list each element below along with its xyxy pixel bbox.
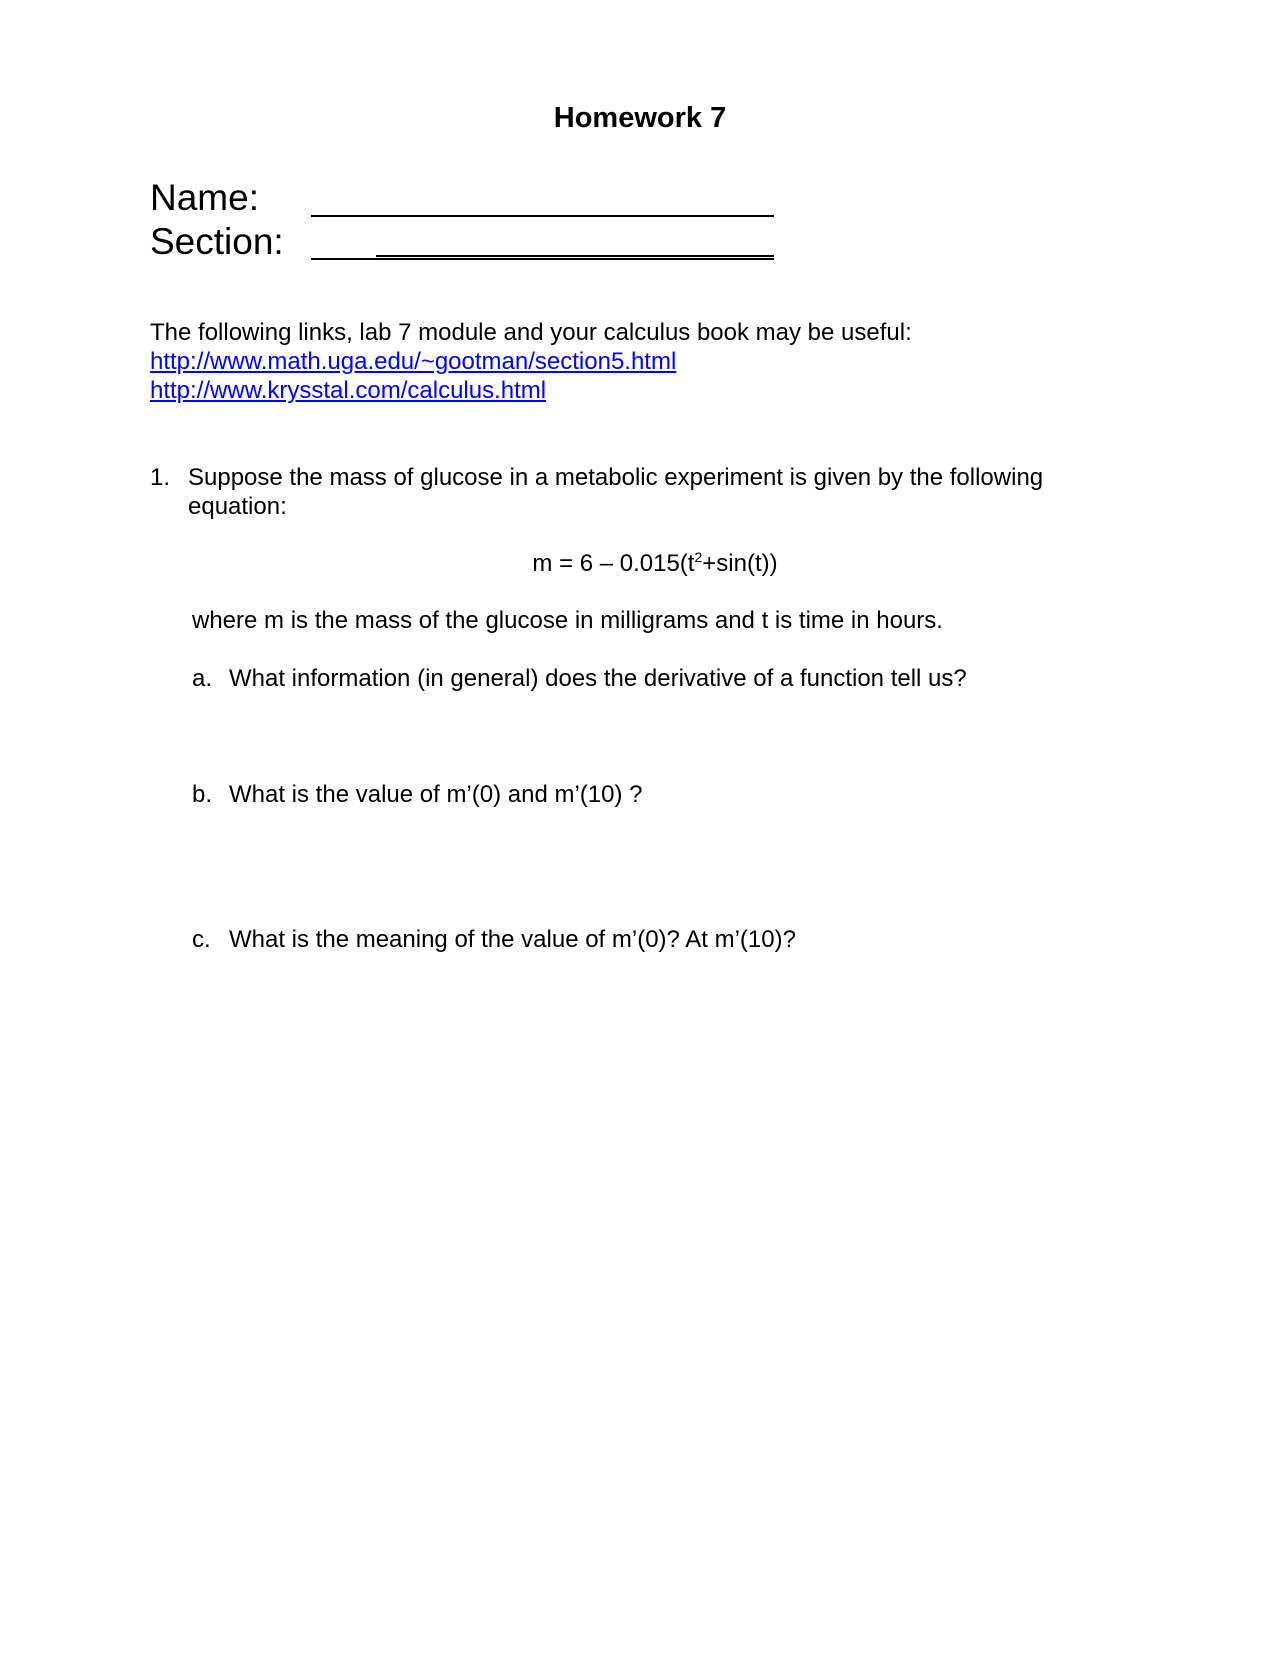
link-gootman-section5[interactable]: http://www.math.uga.edu/~gootman/section5.html [150,348,677,375]
question-1-text: Suppose the mass of glucose in a metabolic experiment is given by the following equation: [188,464,1044,520]
part-c-text: What is the meaning of the value of m’(0)? At m’(10)? [229,926,796,953]
intro-text: The following links, lab 7 module and your calculus book may be useful: [150,319,912,346]
intro-block [150,318,912,405]
part-c-label: c. [192,926,211,953]
document-title: Homework 7 [553,102,727,134]
section-blank-line-overlay [376,255,774,257]
link-krysstal-calculus[interactable]: http://www.krysstal.com/calculus.html [150,377,547,404]
section-label: Section: [150,221,284,262]
equation-after: +sin(t)) [702,550,778,577]
question-1-number: 1. [150,464,171,491]
variable-definition: where m is the mass of the glucose in milligrams and t is time in hours. [192,607,943,634]
name-label: Name: [150,177,259,218]
part-b-text: What is the value of m’(0) and m’(10) ? [229,781,643,808]
part-a-text: What information (in general) does the derivative of a function tell us? [229,665,967,692]
name-blank-line [311,215,774,217]
equation-before: m = 6 – 0.015(t [532,550,695,577]
glucose-equation [0,549,1280,578]
section-blank-line [311,258,774,260]
part-b-label: b. [192,781,213,808]
part-a-label: a. [192,665,213,692]
equation-superscript: 2 [694,549,703,565]
